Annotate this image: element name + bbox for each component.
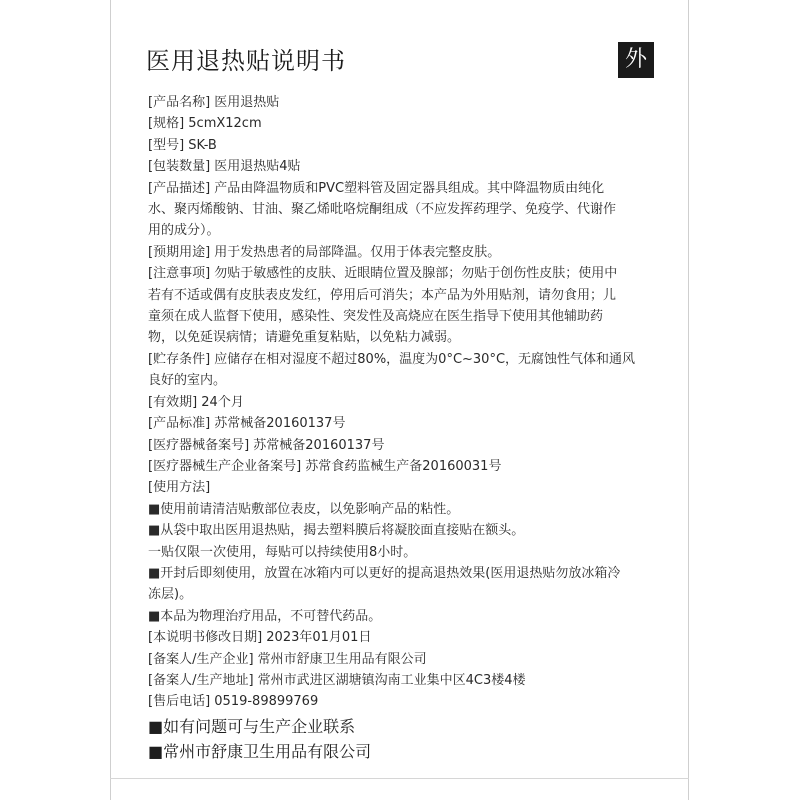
service-phone-line: [售后电话] 0519-89899769 [148,694,319,710]
filer-manufacturer-line: [备案人/生产企业] 常州市舒康卫生用品有限公司 [148,651,427,667]
package-quantity-line: [包装数量] 医用退热贴4贴 [148,159,301,175]
manufacturer-filing-number-line: [医疗器械生产企业备案号] 苏常食药监械生产备20160031号 [148,458,502,474]
footer-notes [148,714,668,764]
product-standard-line: [产品标准] 苏常械备20160137号 [148,416,346,432]
filer-address-line: [备案人/生产地址] 常州市武进区湖塘镇沟南工业集中区4C3楼4楼 [148,672,526,688]
usage-step: 冻层)。 [148,587,193,603]
model-line: [型号] SK-B [148,137,217,153]
intended-use-line: [预期用途] 用于发热患者的局部降温。仅用于体表完整皮肤。 [148,244,501,260]
external-use-badge: 外 [618,42,654,78]
instruction-body [148,92,668,713]
frame-bottom-border [110,778,689,779]
description-line: 用的成分）。 [148,223,220,239]
frame-left-border [110,0,111,800]
storage-line: 良好的室内。 [148,373,227,389]
precautions-line: 若有不适或偶有皮肤表皮发红，停用后可消失；本产品为外用贴剂，请勿食用；儿 [148,287,617,303]
usage-step: ■从袋中取出医用退热贴，揭去塑料膜后将凝胶面直接贴在额头。 [148,523,525,539]
usage-step: ■使用前请清洁贴敷部位表皮，以免影响产品的粘性。 [148,501,460,517]
usage-step: 一贴仅限一次使用，每贴可以持续使用8小时。 [148,544,417,560]
usage-heading: [使用方法] [148,480,211,496]
description-line: [产品描述] 产品由降温物质和PVC塑料管及固定器具组成。其中降温物质由纯化 [148,180,605,196]
precautions-line: 童须在成人监督下使用，感染性、突发性及高烧应在医生指导下使用其他辅助药 [148,309,604,325]
frame-right-border [688,0,689,800]
storage-line: [贮存条件] 应储存在相对湿度不超过80%，温度为0°C~30°C，无腐蚀性气体和通风 [148,351,636,367]
description-line: 水、聚丙烯酸钠、甘油、聚乙烯吡咯烷酮组成（不应发挥药理学、免疫学、代谢作 [148,202,617,218]
precautions-line: [注意事项] 勿贴于敏感性的皮肤、近眼睛位置及腺部；勿贴于创伤性皮肤；使用中 [148,266,618,282]
product-name-line: [产品名称] 医用退热贴 [148,95,280,110]
spec-line: [规格] 5cmX12cm [148,116,262,132]
precautions-line: 物，以免延误病情；请避免重复粘贴，以免粘力减弱。 [148,330,461,346]
usage-step: ■本品为物理治疗用品，不可替代药品。 [148,608,382,624]
contact-note: ■如有问题可与生产企业联系 [148,717,356,736]
usage-step: ■开封后即刻使用，放置在冰箱内可以更好的提高退热效果(医用退热贴勿放冰箱冷 [148,565,621,581]
revision-date-line: [本说明书修改日期] 2023年01月01日 [148,630,372,646]
shelf-life-line: [有效期] 24个月 [148,394,244,410]
company-name: ■常州市舒康卫生用品有限公司 [148,742,372,761]
page-title: 医用退热贴说明书 [146,47,346,75]
device-filing-number-line: [医疗器械备案号] 苏常械备20160137号 [148,437,385,453]
